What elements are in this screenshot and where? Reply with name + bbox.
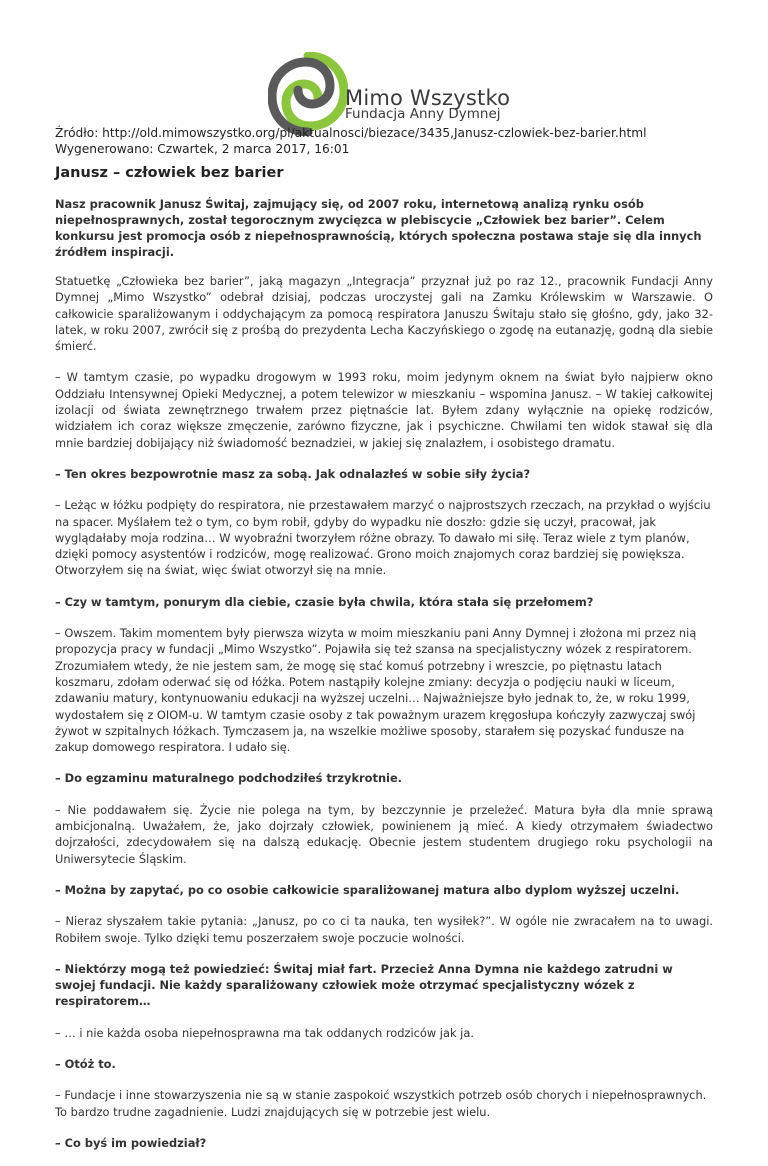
article (55, 165, 713, 1166)
interview-answer: – Nie poddawałem się. Życie nie polega na tym, by bezczynnie je przeleżeć. Matura była dla mnie sprawą ambicjonalną. Uważałem, że, jako dojrzały człowiek, powinienem ją mieć. A kiedy otrzymałem świadectwo dojrzałości, zdecydowałem się na dalszą edukację. Obecnie jestem studentem drugiego roku psychologii na Uniwersytecie Śląskim. (55, 802, 713, 866)
source-url[interactable]: Źródło: http://old.mimowszystko.org/pl/aktualnosci/biezace/3435,Janusz-czlowiek-bez-barier.html (55, 126, 647, 140)
swirl-logo-icon (268, 52, 348, 136)
document-meta (55, 126, 647, 157)
interview-question: – Ten okres bezpowrotnie masz za sobą. Jak odnalazłeś w sobie siły życia? (55, 466, 531, 481)
logo-title: Mimo Wszystko (345, 86, 511, 110)
interview-answer: – Fundacje i inne stowarzyszenia nie są w stanie zaspokoić wszystkich potrzeb osób chorych i niepełnosprawnych. To bardzo trudne zagadnienie. Ludzi znajdujących się w potrzebie jest wielu. (55, 1088, 707, 1119)
interview-answer: – Leżąc w łóżku podpięty do respiratora, nie przestawałem marzyć o najprostszych rzeczach, na przykład o wyjściu na spacer. Myślałem też o tym, co bym robił, gdyby do wypadku nie doszło: gdzie się uczył, pracował, jak wyglądałaby moja rodzina… W wyobraźni tworzyłem różne obrazy. To dawało mi siłę. Teraz wiele z tym planów, dzięki pomocy asystentów i rodziców, mogę realizować. Grono moich znajomych coraz bardziej się powiększa. Otworzyłem się na świat, więc świat otworzył się na mnie. (55, 498, 711, 578)
interview-question: – Czy w tamtym, ponurym dla ciebie, czasie była chwila, która stała się przełomem? (55, 594, 594, 609)
interview-question: – Niektórzy mogą też powiedzieć: Świtaj miał fart. Przecież Anna Dymna nie każdego zatrudni w swojej fundacji. Nie każdy sparaliżowany człowiek może otrzymać specjalistyczny wózek z respiratorem… (55, 961, 673, 1009)
foundation-logo-mark (268, 52, 348, 136)
interview-question: – Otóż to. (55, 1056, 116, 1071)
article-lead: Nasz pracownik Janusz Świtaj, zajmujący się, od 2007 roku, internetową analizą rynku osób niepełnosprawnych, został tegorocznym zwycięzca w plebiscycie „Człowiek bez barier”. Celem konkursu jest promocja osób z niepełnosprawnością, których społeczna postawa staje się dla innych źródłem inspiracji. (55, 197, 702, 259)
interview-answer: – Nieraz słyszałem takie pytania: „Janusz, po co ci ta nauka, ten wysiłek?”. W ogóle nie zwracałem na to uwagi. Robiłem swoje. Tylko dzięki temu poszerzałem swoje poczucie wolności. (55, 914, 713, 945)
page-header (0, 0, 768, 156)
logo-subtitle: Fundacja Anny Dymnej (345, 106, 501, 122)
paragraph: – W tamtym czasie, po wypadku drogowym w 1993 roku, moim jedynym oknem na świat było najpierw okno Oddziału Intensywnej Opieki Medycznej, a potem telewizor w mieszkaniu – wspomina Janusz. – W takiej całkowitej izolacji od świata zewnętrznego trwałem przez piętnaście lat. Byłem zdany wyłącznie na opiekę rodziców, widziałem ich coraz większe zmęczenie, zarówno fizyczne, jak i psychiczne. Chwilami ten widok stawał się dla mnie bardziej dobijający niż świadomość beznadziei, w jakiej się znalazłem, i osobistego dramatu. (55, 370, 713, 450)
interview-answer: – Owszem. Takim momentem były pierwsza wizyta w moim mieszkaniu pani Anny Dymnej i złożona mi przez nią propozycja pracy w fundacji „Mimo Wszystko”. Pojawiła się też szansa na specjalistyczny wózek z respiratorem. Zrozumiałem wtedy, że nie jestem sam, że mogę się stać komuś potrzebny i wreszcie, po piętnastu latach koszmaru, zdołam oderwać się od łóżka. Potem nastąpiły kolejne zmiany: decyzja o podjęciu nauki w liceum, zdawaniu matury, kontynuowaniu edukacji na wyższej uczelni… Najważniejsze było jednak to, że, w roku 1999, wydostałem się z OIOM-u. W tamtym czasie osoby z tak poważnym urazem kręgosłupa kończyły zazwyczaj swój żywot w szpitalnych łóżkach. Tymczasem ja, na wszelkie możliwe sposoby, starałem się pozyskać fundusze na zakup domowego respiratora. I udało się. (55, 626, 697, 755)
article-title: Janusz – człowiek bez barier (55, 165, 284, 181)
interview-question: – Można by zapytać, po co osobie całkowicie sparaliżowanej matura albo dyplom wyższej uczelni. (55, 882, 680, 897)
interview-question: – Co byś im powiedział? (55, 1135, 207, 1150)
generated-date: Wygenerowano: Czwartek, 2 marca 2017, 16:01 (55, 141, 350, 156)
paragraph: Statuetkę „Człowieka bez barier”, jaką magazyn „Integracja” przyznał już po raz 12., pracownik Fundacji Anny Dymnej „Mimo Wszystko” odebrał dzisiaj, podczas uroczystej gali na Zamku Królewskim w Warszawie. O całkowicie sparaliżowanym i oddychającym za pomocą respiratora Januszu Świtaju stało się głośno, gdy, jako 32-latek, w roku 2007, zwrócił się z prośbą do prezydenta Lecha Kaczyńskiego o zgodę na eutanazję, godną dla siebie śmierć. (55, 274, 713, 354)
interview-question: – Do egzaminu maturalnego podchodziłeś trzykrotnie. (55, 771, 403, 786)
interview-answer: – … i nie każda osoba niepełnosprawna ma tak oddanych rodziców jak ja. (55, 1025, 474, 1040)
